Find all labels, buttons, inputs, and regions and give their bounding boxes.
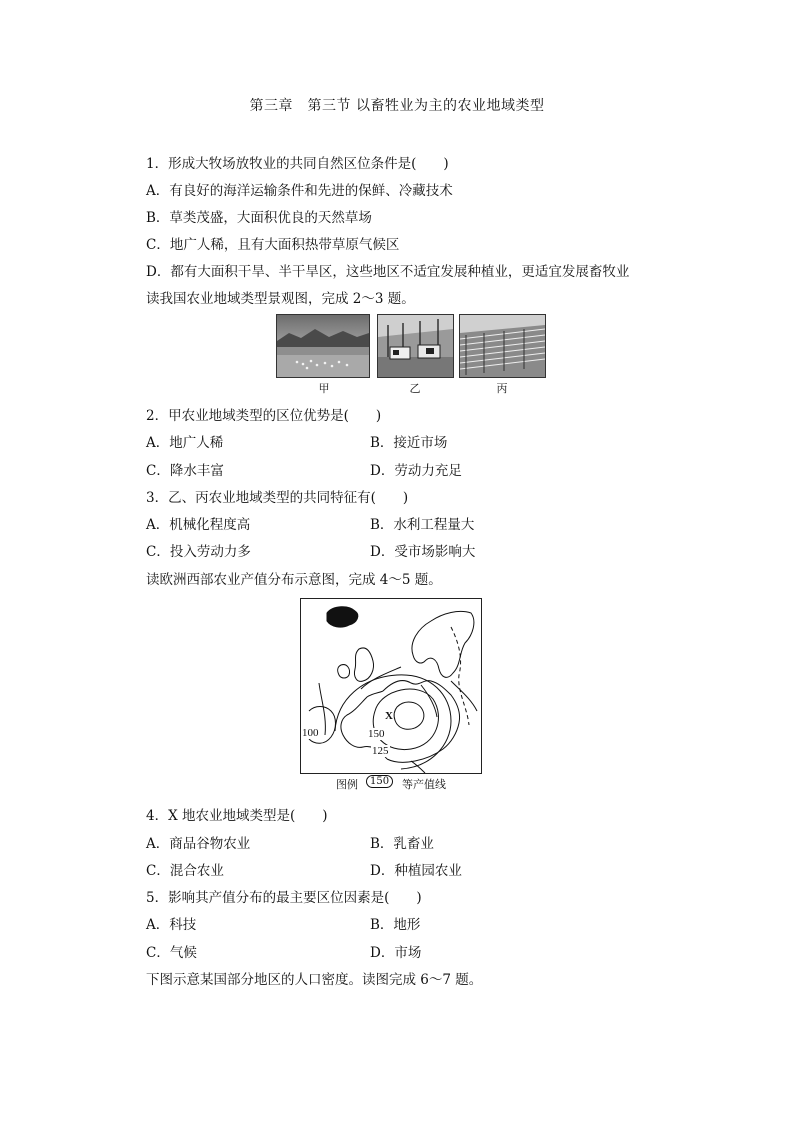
q5-option-d: D．市场 — [370, 945, 422, 961]
map-legend-text: 等产值线 — [402, 778, 446, 791]
intro-q6-7: 下图示意某国部分地区的人口密度。读图完成 6～7 题。 — [146, 972, 483, 988]
photo-grassland-pasture — [276, 314, 370, 378]
map-label-125: 125 — [372, 745, 389, 757]
q4-option-c: C．混合农业 — [146, 863, 224, 879]
europe-output-map — [300, 598, 482, 774]
q2-option-c: C．降水丰富 — [146, 463, 224, 479]
q1-option-a: A．有良好的海洋运输条件和先进的保鲜、冷藏技术 — [146, 183, 453, 199]
q2-option-b: B．接近市场 — [370, 435, 448, 451]
photo-caption-bing: 丙 — [496, 382, 508, 395]
q1-option-b: B．草类茂盛，大面积优良的天然草场 — [146, 210, 372, 226]
q3-option-b: B．水利工程量大 — [370, 517, 475, 533]
q3-stem: 3．乙、丙农业地域类型的共同特征有( ) — [146, 490, 409, 506]
intro-q2-3: 读我国农业地域类型景观图，完成 2～3 题。 — [146, 291, 415, 307]
photo-caption-yi: 乙 — [409, 382, 421, 395]
photo-dairy-barn — [377, 314, 454, 378]
q5-option-a: A．科技 — [146, 917, 197, 933]
q3-option-a: A．机械化程度高 — [146, 517, 251, 533]
intro-q4-5: 读欧洲西部农业产值分布示意图，完成 4～5 题。 — [146, 572, 442, 588]
q3-option-d: D．受市场影响大 — [370, 544, 476, 560]
q4-stem: 4．X 地农业地域类型是( ) — [146, 808, 328, 824]
q2-option-d: D．劳动力充足 — [370, 463, 462, 479]
q5-stem: 5．影响其产值分布的最主要区位因素是( ) — [146, 890, 422, 906]
q1-option-c: C．地广人稀，且有大面积热带草原气候区 — [146, 237, 400, 253]
q4-option-b: B．乳畜业 — [370, 836, 434, 852]
photo-caption-jia: 甲 — [318, 382, 330, 395]
map-drawing — [301, 599, 481, 773]
q1-option-d: D．都有大面积干旱、半干旱区，这些地区不适宜发展种植业，更适宜发展畜牧业 — [146, 264, 630, 280]
map-legend-prefix: 图例 — [336, 778, 358, 791]
q2-option-a: A．地广人稀 — [146, 435, 224, 451]
map-legend-isoline-sample: 150 — [366, 775, 393, 788]
page-title: 第三章 第三节 以畜牲业为主的农业地域类型 — [249, 98, 545, 114]
q3-option-c: C．投入劳动力多 — [146, 544, 251, 560]
q4-option-a: A．商品谷物农业 — [146, 836, 251, 852]
photo-poultry-farm — [459, 314, 546, 378]
map-label-100: 100 — [302, 727, 319, 739]
q1-stem: 1．形成大牧场放牧业的共同自然区位条件是( ) — [146, 156, 449, 172]
q2-stem: 2．甲农业地域类型的区位优势是( ) — [146, 408, 382, 424]
q4-option-d: D．种植园农业 — [370, 863, 462, 879]
map-label-x: X — [385, 710, 393, 722]
q5-option-b: B．地形 — [370, 917, 421, 933]
q5-option-c: C．气候 — [146, 945, 197, 961]
map-label-150: 150 — [368, 728, 385, 740]
